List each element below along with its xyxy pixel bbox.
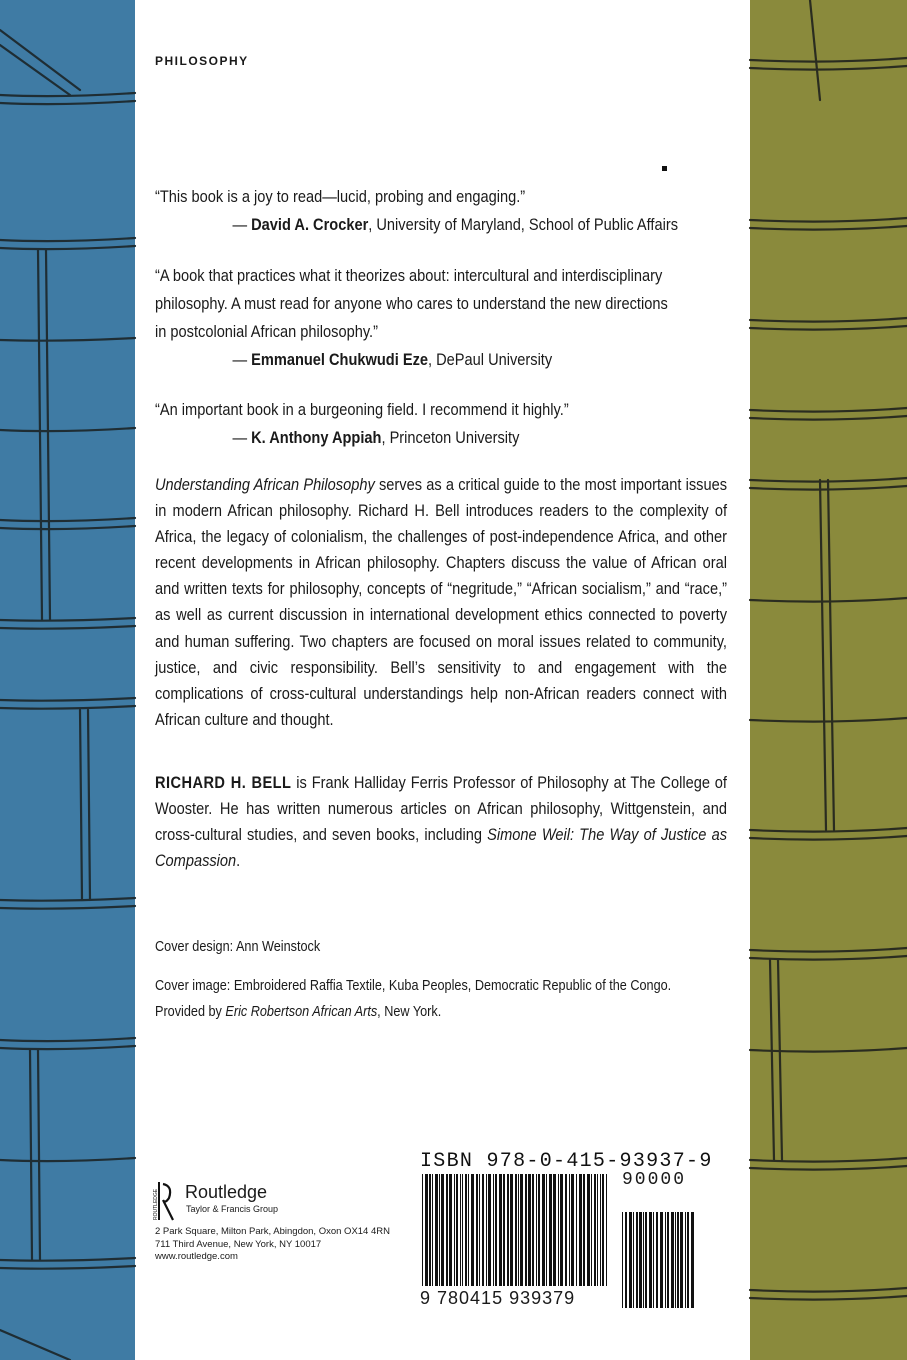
barcode-bar (503, 1174, 505, 1286)
barcode-bar (486, 1174, 487, 1286)
quote-2-name: Emmanuel Chukwudi Eze (251, 350, 429, 369)
quote-2-dash: — (232, 350, 252, 369)
barcode-bar (606, 1174, 607, 1286)
barcode-bar (515, 1174, 517, 1286)
barcode-bar (625, 1212, 627, 1308)
barcode-bar (565, 1174, 567, 1286)
price-code: 90000 (622, 1170, 687, 1190)
barcode-bar (571, 1174, 574, 1286)
quote-2 (155, 262, 727, 374)
right-textile-stitching (750, 0, 907, 1360)
publisher-address (155, 1226, 390, 1264)
author-bio-text: is Frank Halliday Ferris Professor of Philosophy at The College of Wooster. He has written numerous articles on African philosophy, Wittgenstein, and cross-cultural studies, and seven books, including (155, 773, 727, 845)
barcode-bar (462, 1174, 463, 1286)
quote-3-attribution (155, 424, 804, 452)
barcode-bar (549, 1174, 552, 1286)
barcode-bar (665, 1212, 666, 1308)
barcode-bar (649, 1212, 652, 1308)
barcode-bar (546, 1174, 547, 1286)
ean-barcode (420, 1172, 610, 1290)
author-bio-end: . (236, 851, 241, 871)
quote-3-text: “An important book in a burgeoning field. I recommend it highly.” (155, 400, 569, 419)
cover-image-line-2 (155, 999, 727, 1025)
barcode-bar (660, 1212, 663, 1308)
barcode-bar (468, 1174, 469, 1286)
barcode-bar (536, 1174, 537, 1286)
barcode-bar (422, 1174, 423, 1286)
barcode-bar (439, 1174, 440, 1286)
quote-2-line-2: philosophy. A must read for anyone who cares to understand the new directions (155, 294, 668, 313)
publisher-name: Routledge (185, 1182, 268, 1202)
barcode-bar (675, 1212, 676, 1308)
barcode-bar (685, 1212, 686, 1308)
barcode-bar (576, 1174, 577, 1286)
barcode-bar (645, 1212, 647, 1308)
barcode-bar (435, 1174, 438, 1286)
isbn-text: ISBN 978-0-415-93937-9 (420, 1150, 713, 1173)
barcode-bar (432, 1174, 433, 1286)
barcode-bar (542, 1174, 545, 1286)
cover-design-credit: Cover design: Ann Weinstock (155, 939, 321, 955)
quote-1-affiliation: , University of Maryland, School of Public Affairs (368, 215, 679, 234)
barcode-bar (460, 1174, 461, 1286)
left-textile-stitching (0, 0, 135, 1360)
quote-2-affiliation: , DePaul University (428, 350, 553, 369)
description-body: serves as a critical guide to the most important issues in modern African philosophy. Richard H. Bell introduces readers to the complexity of Africa, the legacy of colonialism, the challenges of post-independence Africa, and other recent developments in African philosophy. Chapters discuss the value of African oral and written texts for philosophy, concepts of “negritude,” “African socialism,” and “race,” as well as current discussion in international development ethics connected to poverty and human suffering. Two chapters are focused on moral issues related to community, justice, and civic responsibility. Bell’s sensitivity to and engagement with the complications of cross-cultural understandings help non-African readers connect with African culture and thought. (155, 475, 727, 729)
cover-image-location: , New York. (377, 1004, 442, 1020)
barcode-bar (429, 1174, 431, 1286)
barcode-bar (425, 1174, 428, 1286)
barcode-bar (518, 1174, 519, 1286)
barcode-bar (538, 1174, 540, 1286)
barcode-bar (493, 1174, 494, 1286)
cover-image-credit (155, 973, 727, 1025)
barcode-bar (449, 1174, 452, 1286)
description-book-title: Understanding African Philosophy (155, 475, 375, 494)
barcode-bar (629, 1212, 632, 1308)
barcode-bar (600, 1174, 601, 1286)
barcode-bar (507, 1174, 509, 1286)
barcode-bar (479, 1174, 480, 1286)
book-description (155, 472, 727, 733)
barcode-bar (677, 1212, 679, 1308)
barcode-bar (532, 1174, 534, 1286)
barcode-bar (597, 1174, 598, 1286)
barcode-bar (687, 1212, 689, 1308)
barcode-bar (633, 1212, 634, 1308)
quote-3 (155, 396, 727, 452)
cover-image-line-1: Cover image: Embroidered Raffia Textile, Kuba Peoples, Democratic Republic of the Congo. (155, 978, 672, 994)
barcode-bar (667, 1212, 669, 1308)
publisher-address-line-2: 711 Third Avenue, New York, NY 10017 (155, 1238, 322, 1250)
quote-1-dash: — (232, 215, 252, 234)
quote-2-attribution (155, 346, 804, 374)
publisher-group: Taylor & Francis Group (186, 1204, 279, 1214)
barcode-bar (495, 1174, 497, 1286)
publisher-address-line-1: 2 Park Square, Milton Park, Abingdon, Oxon OX14 4RN (155, 1226, 390, 1237)
barcode-bar (520, 1174, 523, 1286)
quote-1 (155, 183, 727, 239)
price-barcode (620, 1192, 698, 1310)
author-paragraph (155, 770, 727, 874)
barcode-bar (622, 1212, 623, 1308)
barcode-bar (639, 1212, 642, 1308)
barcode-bar (560, 1174, 563, 1286)
barcode-bar (488, 1174, 491, 1286)
quote-1-name: David A. Crocker (251, 215, 369, 234)
quote-2-line-3: in postcolonial African philosophy.” (155, 322, 378, 341)
barcode-bar (656, 1212, 658, 1308)
barcode-bar (591, 1174, 592, 1286)
barcode-bar (653, 1212, 654, 1308)
cover-image-provided-by: Provided by (155, 1004, 226, 1020)
quote-3-name: K. Anthony Appiah (251, 428, 382, 447)
barcode-bar (456, 1174, 458, 1286)
barcode-digits: 9 780415 939379 (420, 1288, 576, 1308)
barcode-bar (454, 1174, 455, 1286)
barcode-bar (525, 1174, 527, 1286)
barcode-bar (441, 1174, 444, 1286)
barcode-bar (471, 1174, 474, 1286)
barcode-bar (579, 1174, 582, 1286)
barcode-bar (553, 1174, 556, 1286)
barcode-bar (643, 1212, 644, 1308)
right-textile-panel (750, 0, 907, 1360)
author-bio (155, 770, 727, 874)
cover-image-gallery: Eric Robertson African Arts (225, 1004, 378, 1020)
quote-1-text: “This book is a joy to read—lucid, probing and engaging.” (155, 187, 526, 206)
barcode-bar (636, 1212, 638, 1308)
barcode-bar (499, 1174, 502, 1286)
routledge-logo-text: ROUTLEDGE (153, 1188, 159, 1220)
quote-3-affiliation: , Princeton University (381, 428, 520, 447)
barcode-bar (602, 1174, 604, 1286)
barcode-bar (465, 1174, 467, 1286)
author-name: RICHARD H. BELL (155, 773, 292, 792)
barcode-bar (691, 1212, 694, 1308)
routledge-logo-icon (155, 1180, 175, 1222)
publisher-website: www.routledge.com (155, 1251, 238, 1262)
barcode-bar (680, 1212, 683, 1308)
decorative-dot (662, 166, 667, 171)
barcode-bar (569, 1174, 570, 1286)
left-textile-panel (0, 0, 135, 1360)
barcode-bar (446, 1174, 448, 1286)
author-book-title: Simone Weil: The Way of Justice as Compassion (155, 825, 727, 871)
quote-3-dash: — (232, 428, 252, 447)
credits (155, 934, 727, 960)
quote-1-attribution (155, 211, 804, 239)
category-label: PHILOSOPHY (155, 54, 249, 68)
quote-2-line-1: “A book that practices what it theorizes about: intercultural and interdisciplinary (155, 266, 663, 285)
barcode-bar (528, 1174, 531, 1286)
barcode-bar (587, 1174, 590, 1286)
barcode-bar (583, 1174, 585, 1286)
barcode-bar (510, 1174, 513, 1286)
barcode-bar (476, 1174, 478, 1286)
barcode-bar (558, 1174, 559, 1286)
barcode-bar (671, 1212, 674, 1308)
description-paragraph (155, 472, 727, 733)
barcode-bar (594, 1174, 596, 1286)
barcode-bar (482, 1174, 484, 1286)
